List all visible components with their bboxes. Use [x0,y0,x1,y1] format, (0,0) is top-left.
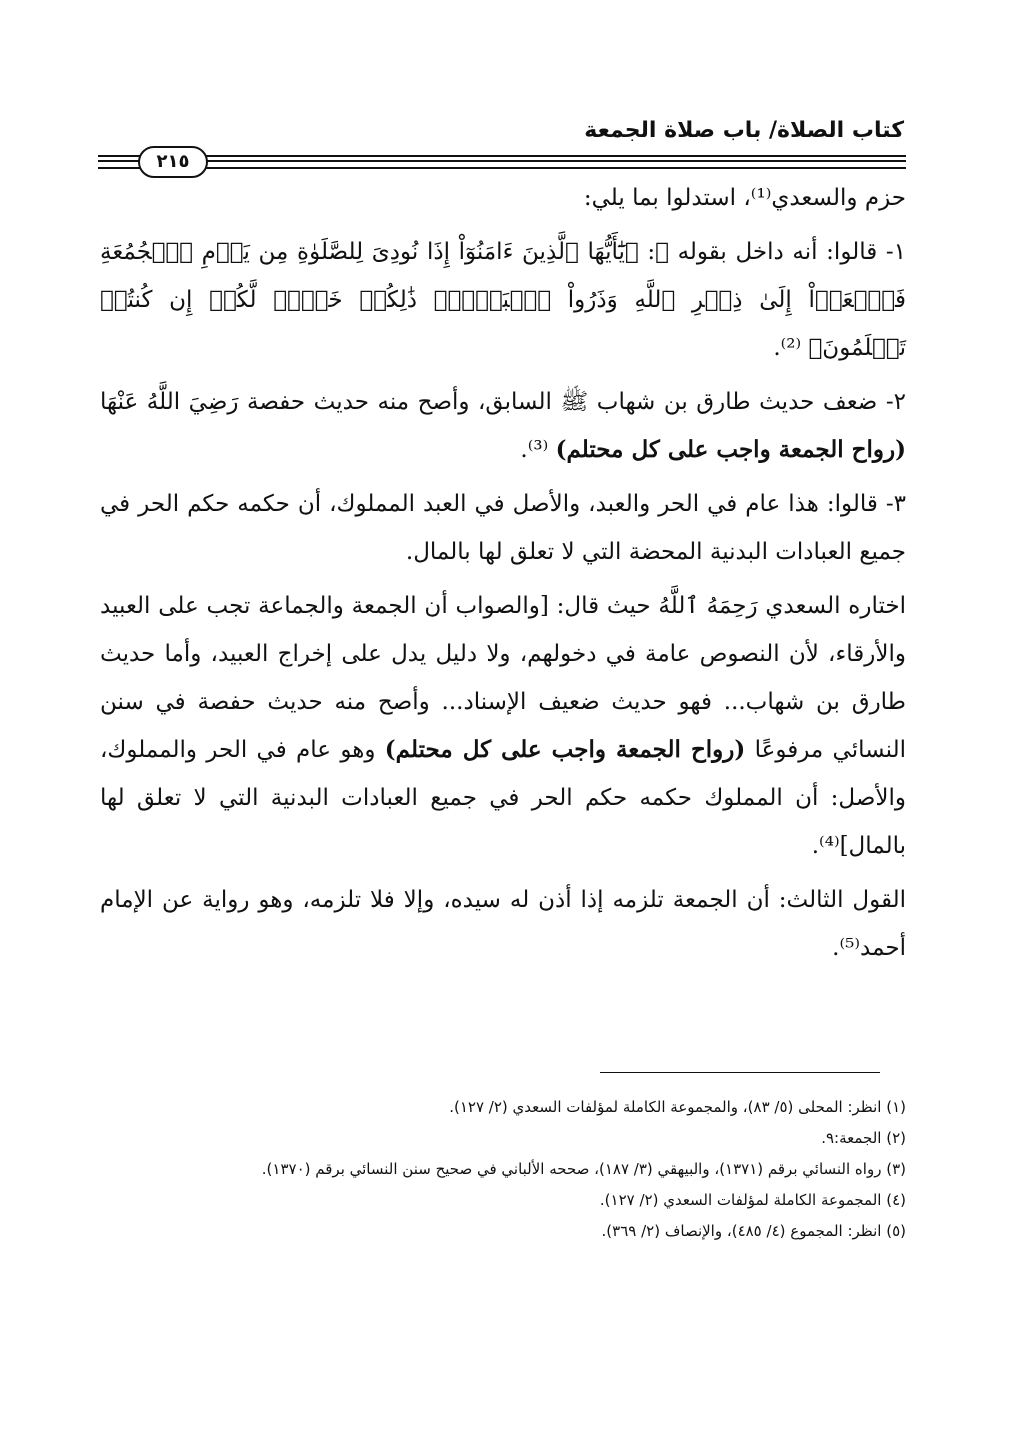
paragraph-3 [100,378,906,474]
paragraph-5 [100,582,906,870]
footnote-separator [600,1072,880,1073]
header-triple-line [98,155,906,169]
paragraph-1: حزم والسعدي⁽¹⁾، استدلوا بما يلي: [583,185,906,211]
paragraph-3-footnote-ref: ⁽³⁾. [520,437,549,463]
footnote-3: (٣) رواه النسائي برقم (١٣٧١)، والبيهقي (٣/ ١٨٧)، صححه الألباني في صحيح سنن النسائي برقم (١٣٧٠). [261,1160,906,1178]
paragraph-6: القول الثالث: أن الجمعة تلزمه إذا أذن له سيده، وإلا فلا تلزمه، وهو رواية عن الإمام أحمد⁽⁵⁾. [100,887,906,961]
paragraph-3-text: ٢- ضعف حديث طارق بن شهاب ﷺ السابق، وأصح منه حديث حفصة رَضِيَ اللَّهُ عَنْهَا [100,389,906,415]
paragraph-2-footnote-ref: ⁽²⁾. [773,335,802,361]
paragraph-5-hadith-quote: (رواح الجمعة واجب على كل محتلم) [384,736,746,763]
footnote-5: (٥) انظر: المجموع (٤/ ٤٨٥)، والإنصاف (٢/ ٣٦٩). [601,1222,906,1240]
paragraph-3-hadith-quote: (رواح الجمعة واجب على كل محتلم) [555,436,906,463]
paragraph-4: ٣- قالوا: هذا عام في الحر والعبد، والأصل في العبد المملوك، أن حكمه حكم الحر في جميع العبادات البدنية المحضة التي لا تعلق لها بالمال. [100,491,906,565]
footnote-4: (٤) المجموعة الكاملة لمؤلفات السعدي (٢/ ١٢٧). [599,1191,906,1209]
footnote-2: (٢) الجمعة:٩. [821,1129,906,1147]
paragraph-2 [100,228,906,372]
running-header-title: كتاب الصلاة/ باب صلاة الجمعة [584,118,904,143]
page-number-badge: ٢١٥ [138,146,208,178]
footnotes [100,1092,906,1247]
footnote-1: (١) انظر: المحلى (٥/ ٨٣)، والمجموعة الكاملة لمؤلفات السعدي (٢/ ١٢٧). [449,1098,906,1116]
paragraph-2-text: ١- قالوا: أنه داخل بقوله ﷻ: ﴿يَٰٓأَيُّهَا ٱلَّذِينَ ءَامَنُوٓاْ إِذَا نُودِىَ لِلصَّلَوٰةِ مِن يَوۡمِ ٱلۡجُمُعَةِ فَٱسۡعَوۡاْ إِلَىٰ ذِكۡرِ ٱللَّهِ وَذَرُواْ ٱلۡبَيۡعَۚ ذَٰلِكُمۡ خَيۡرٞ لَّكُمۡ إِن كُنتُمۡ تَعۡلَمُونَ﴾ [100,239,906,361]
body-text [100,174,906,978]
paragraph-5-text-end: وهو عام في الحر والمملوك، والأصل: أن المملوك حكمه حكم الحر في جميع العبادات البدنية التي لا تعلق لها بالمال]⁽⁴⁾. [100,737,906,859]
paragraph-5-text: اختاره السعدي رَحِمَهُ ٱللَّهُ حيث قال: [والصواب أن الجمعة والجماعة تجب على العبيد والأرقاء، لأن النصوص عامة في دخولهم، ولا دليل يدل على إخراج العبيد، وأما حديث طارق بن شهاب... فهو حديث ضعيف الإسناد... وأصح منه حديث حفصة في سنن النسائي مرفوعًا [100,593,906,763]
header-rule [98,151,906,172]
